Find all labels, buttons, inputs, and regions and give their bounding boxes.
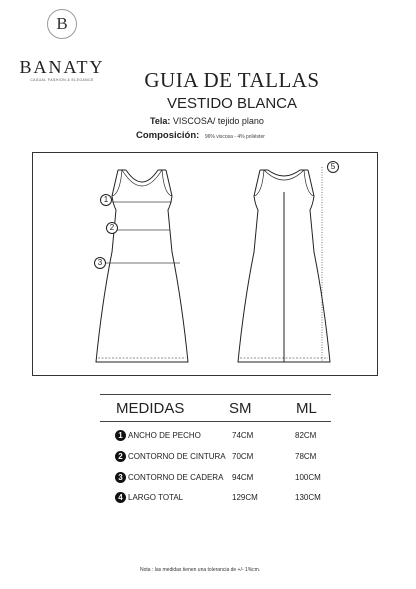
row-sm-value: 94CM bbox=[232, 473, 254, 482]
table-row bbox=[115, 451, 355, 465]
tolerance-note: Nota : las medidas tienen una tolerancia de +/- 1%cm. bbox=[140, 567, 261, 573]
composition-info bbox=[136, 130, 265, 141]
fabric-label: Tela: bbox=[150, 116, 171, 126]
fabric-value: VISCOSA/ tejido plano bbox=[172, 116, 264, 126]
row-label: ANCHO DE PECHO bbox=[128, 431, 201, 440]
row-ml-value: 78CM bbox=[295, 452, 317, 461]
row-sm-value: 129CM bbox=[232, 493, 258, 502]
dress-technical-drawing bbox=[32, 152, 378, 376]
fabric-info bbox=[150, 116, 264, 126]
row-label: LARGO TOTAL bbox=[128, 493, 184, 502]
brand-name: BANATY bbox=[19, 57, 105, 77]
dress-back-view bbox=[238, 170, 330, 362]
row-ml-value: 82CM bbox=[295, 431, 317, 440]
marker-hip: 3 bbox=[94, 257, 106, 269]
header-size-ml: ML bbox=[296, 400, 317, 417]
table-row bbox=[115, 430, 355, 444]
marker-length: 5 bbox=[327, 161, 339, 173]
marker-chest: 1 bbox=[100, 194, 112, 206]
row-label: CONTORNO DE CINTURA bbox=[128, 452, 226, 461]
row-ml-value: 130CM bbox=[295, 493, 321, 502]
composition-label: Composición: bbox=[136, 130, 200, 141]
page-title: GUIA DE TALLAS bbox=[144, 68, 320, 92]
measurement-lines bbox=[106, 167, 322, 362]
table-top-rule bbox=[100, 394, 331, 395]
header-measures: MEDIDAS bbox=[116, 400, 185, 417]
row-ml-value: 100CM bbox=[295, 473, 321, 482]
composition-value: 96% viscosa - 4% poliéster bbox=[204, 134, 265, 140]
header-size-sm: SM bbox=[229, 400, 252, 417]
row-sm-value: 70CM bbox=[232, 452, 254, 461]
row-number-badge: 4 bbox=[115, 492, 126, 503]
table-header-rule bbox=[100, 421, 331, 422]
marker-waist: 2 bbox=[106, 222, 118, 234]
row-number-badge: 2 bbox=[115, 451, 126, 462]
logo-monogram: B bbox=[47, 9, 77, 39]
row-label: CONTORNO DE CADERA bbox=[128, 473, 224, 482]
table-row bbox=[115, 492, 355, 506]
brand-tagline: CASUAL FASHION & ELEGANCE bbox=[30, 78, 94, 82]
table-row bbox=[115, 472, 355, 486]
row-number-badge: 3 bbox=[115, 472, 126, 483]
product-name: VESTIDO BLANCA bbox=[166, 95, 298, 112]
row-sm-value: 74CM bbox=[232, 431, 254, 440]
row-number-badge: 1 bbox=[115, 430, 126, 441]
